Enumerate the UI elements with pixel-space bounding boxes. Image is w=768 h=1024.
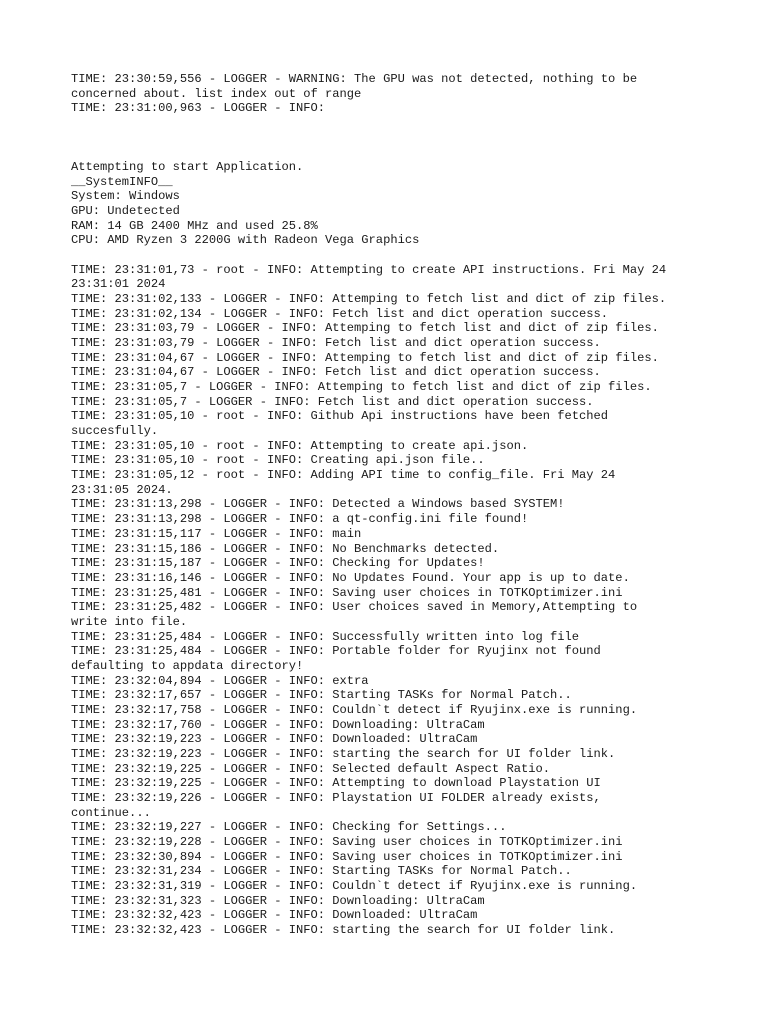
log-line: Attempting to start Application. — [71, 160, 304, 175]
log-line: GPU: Undetected — [71, 204, 180, 219]
log-line: TIME: 23:31:05,10 - root - INFO: Creating api.json file.. — [71, 453, 485, 468]
log-line: TIME: 23:32:19,227 - LOGGER - INFO: Checking for Settings... — [71, 820, 507, 835]
log-line: TIME: 23:32:30,894 - LOGGER - INFO: Saving user choices in TOTKOptimizer.ini — [71, 849, 623, 864]
log-line: continue... — [71, 805, 151, 820]
log-line: TIME: 23:31:02,134 - LOGGER - INFO: Fetch list and dict operation success. — [71, 306, 609, 321]
log-line: TIME: 23:31:03,79 - LOGGER - INFO: Attemping to fetch list and dict of zip files. — [71, 321, 659, 336]
log-line: 23:31:01 2024 — [71, 277, 166, 292]
log-line: __SystemINFO__ — [71, 174, 173, 189]
log-line: System: Windows — [71, 189, 180, 204]
log-line: TIME: 23:32:17,758 - LOGGER - INFO: Couldn`t detect if Ryujinx.exe is running. — [71, 702, 638, 717]
log-line: TIME: 23:31:00,963 - LOGGER - INFO: — [71, 101, 326, 116]
log-line: TIME: 23:32:32,423 - LOGGER - INFO: starting the search for UI folder link. — [71, 922, 616, 937]
log-line: TIME: 23:31:25,482 - LOGGER - INFO: User choices saved in Memory,Attempting to — [71, 600, 638, 615]
log-line: TIME: 23:31:16,146 - LOGGER - INFO: No Updates Found. Your app is up to date. — [71, 570, 630, 585]
log-line: TIME: 23:30:59,556 - LOGGER - WARNING: The GPU was not detected, nothing to be — [71, 72, 638, 86]
log-line: TIME: 23:31:13,298 - LOGGER - INFO: a qt-config.ini file found! — [71, 512, 529, 527]
log-line: concerned about. list index out of range — [71, 86, 362, 101]
log-line: TIME: 23:31:05,10 - root - INFO: Github Api instructions have been fetched — [71, 409, 609, 424]
log-line: TIME: 23:31:25,484 - LOGGER - INFO: Portable folder for Ryujinx not found — [71, 644, 601, 659]
blank-line — [71, 145, 751, 160]
log-line: TIME: 23:32:19,225 - LOGGER - INFO: Selected default Aspect Ratio. — [71, 761, 550, 776]
log-line: succesfully. — [71, 424, 159, 439]
log-line: TIME: 23:32:19,225 - LOGGER - INFO: Attempting to download Playstation UI — [71, 776, 601, 791]
log-line: TIME: 23:31:03,79 - LOGGER - INFO: Fetch list and dict operation success. — [71, 336, 601, 351]
log-line: TIME: 23:31:15,187 - LOGGER - INFO: Checking for Updates! — [71, 556, 485, 571]
log-text-block — [71, 72, 751, 938]
log-line: TIME: 23:31:04,67 - LOGGER - INFO: Fetch list and dict operation success. — [71, 365, 601, 380]
log-line: TIME: 23:31:15,186 - LOGGER - INFO: No Benchmarks detected. — [71, 541, 500, 556]
log-line: TIME: 23:31:05,10 - root - INFO: Attempting to create api.json. — [71, 438, 529, 453]
log-line: TIME: 23:32:31,323 - LOGGER - INFO: Downloading: UltraCam — [71, 893, 485, 908]
log-line: TIME: 23:31:05,12 - root - INFO: Adding API time to config_file. Fri May 24 — [71, 468, 616, 483]
log-line: TIME: 23:31:05,7 - LOGGER - INFO: Attemping to fetch list and dict of zip files. — [71, 380, 652, 395]
log-line: TIME: 23:32:19,223 - LOGGER - INFO: Downloaded: UltraCam — [71, 732, 478, 747]
log-line: TIME: 23:32:19,223 - LOGGER - INFO: starting the search for UI folder link. — [71, 746, 616, 761]
log-line: 23:31:05 2024. — [71, 482, 173, 497]
log-line: TIME: 23:31:13,298 - LOGGER - INFO: Detected a Windows based SYSTEM! — [71, 497, 565, 512]
blank-line — [71, 131, 751, 146]
log-line: TIME: 23:32:32,423 - LOGGER - INFO: Downloaded: UltraCam — [71, 908, 478, 923]
log-line: TIME: 23:32:31,234 - LOGGER - INFO: Starting TASKs for Normal Patch.. — [71, 864, 572, 879]
blank-line — [71, 248, 751, 263]
log-line: RAM: 14 GB 2400 MHz and used 25.8% — [71, 218, 318, 233]
log-line: TIME: 23:32:17,760 - LOGGER - INFO: Downloading: UltraCam — [71, 717, 485, 732]
log-line: TIME: 23:32:19,228 - LOGGER - INFO: Saving user choices in TOTKOptimizer.ini — [71, 834, 623, 849]
blank-line — [71, 116, 751, 131]
log-line: CPU: AMD Ryzen 3 2200G with Radeon Vega Graphics — [71, 233, 420, 248]
log-line: TIME: 23:32:19,226 - LOGGER - INFO: Playstation UI FOLDER already exists, — [71, 790, 601, 805]
log-line: defaulting to appdata directory! — [71, 658, 304, 673]
log-line: TIME: 23:31:25,484 - LOGGER - INFO: Successfully written into log file — [71, 629, 580, 644]
log-line: TIME: 23:32:04,894 - LOGGER - INFO: extra — [71, 673, 369, 688]
log-line: TIME: 23:31:01,73 - root - INFO: Attempting to create API instructions. Fri May 24 — [71, 262, 667, 277]
log-line: write into file. — [71, 614, 188, 629]
log-line: TIME: 23:31:15,117 - LOGGER - INFO: main — [71, 526, 362, 541]
log-line: TIME: 23:31:02,133 - LOGGER - INFO: Attemping to fetch list and dict of zip files. — [71, 292, 667, 307]
log-line: TIME: 23:31:04,67 - LOGGER - INFO: Attemping to fetch list and dict of zip files. — [71, 350, 659, 365]
log-line: TIME: 23:31:05,7 - LOGGER - INFO: Fetch list and dict operation success. — [71, 394, 594, 409]
log-line: TIME: 23:32:31,319 - LOGGER - INFO: Couldn`t detect if Ryujinx.exe is running. — [71, 878, 638, 893]
log-line: TIME: 23:31:25,481 - LOGGER - INFO: Saving user choices in TOTKOptimizer.ini — [71, 585, 623, 600]
log-line: TIME: 23:32:17,657 - LOGGER - INFO: Starting TASKs for Normal Patch.. — [71, 688, 572, 703]
